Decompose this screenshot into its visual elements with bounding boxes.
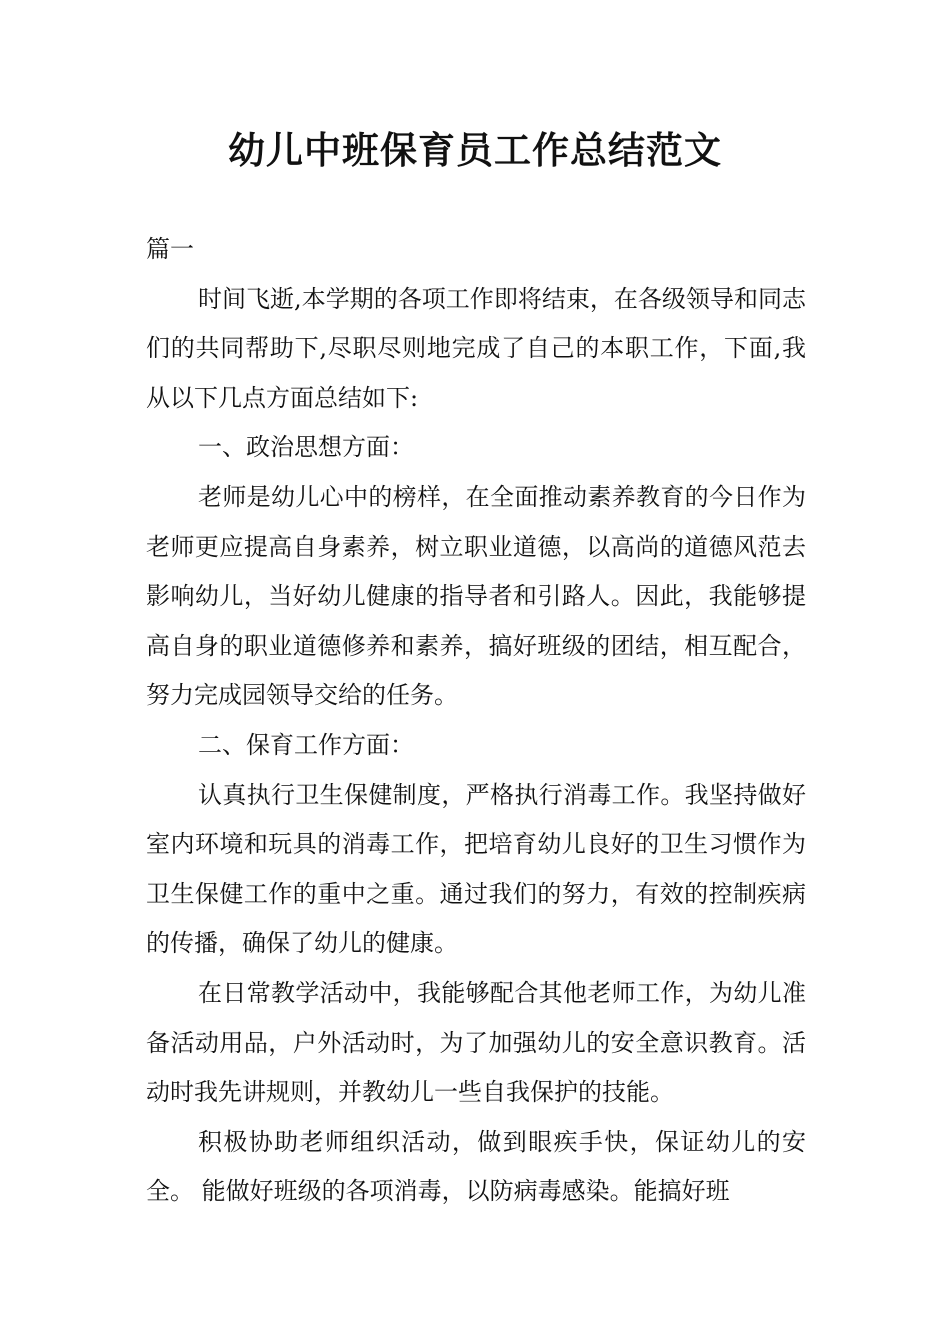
paragraph-hygiene: 认真执行卫生保健制度，严格执行消毒工作。我坚持做好室内环境和玩具的消毒工作，把培育幼儿良好的卫生习惯作为卫生保健工作的重中之重。通过我们的努力，有效的控制疾病的传播，确保了幼儿的健康。	[146, 780, 806, 958]
document-title: 幼儿中班保育员工作总结范文	[228, 129, 722, 172]
paragraph-intro: 时间飞逝,本学期的各项工作即将结束，在各级领导和同志们的共同帮助下,尽职尽则地完成了自己的本职工作，下面,我从以下几点方面总结如下:	[146, 284, 806, 412]
section-label: 篇一	[146, 235, 194, 263]
paragraph-daily-activities: 在日常教学活动中，我能够配合其他老师工作，为幼儿准备活动用品，户外活动时，为了加强幼儿的安全意识教育。活动时我先讲规则，并教幼儿一些自我保护的技能。	[146, 978, 806, 1107]
paragraph-assist-teacher: 积极协助老师组织活动，做到眼疾手快，保证幼儿的安全。 能做好班级的各项消毒，以防病毒感染。能搞好班	[146, 1127, 806, 1206]
paragraph-political: 老师是幼儿心中的榜样，在全面推动素养教育的今日作为老师更应提高自身素养，树立职业道德，以高尚的道德风范去影响幼儿，当好幼儿健康的指导者和引路人。因此，我能够提高自身的职业道德修养和素养，搞好班级的团结，相互配合，努力完成园领导交给的任务。	[146, 482, 806, 710]
document-body	[146, 225, 806, 1217]
heading-political: 一、政治思想方面：	[198, 433, 414, 462]
heading-care-work: 二、保育工作方面：	[198, 730, 414, 759]
